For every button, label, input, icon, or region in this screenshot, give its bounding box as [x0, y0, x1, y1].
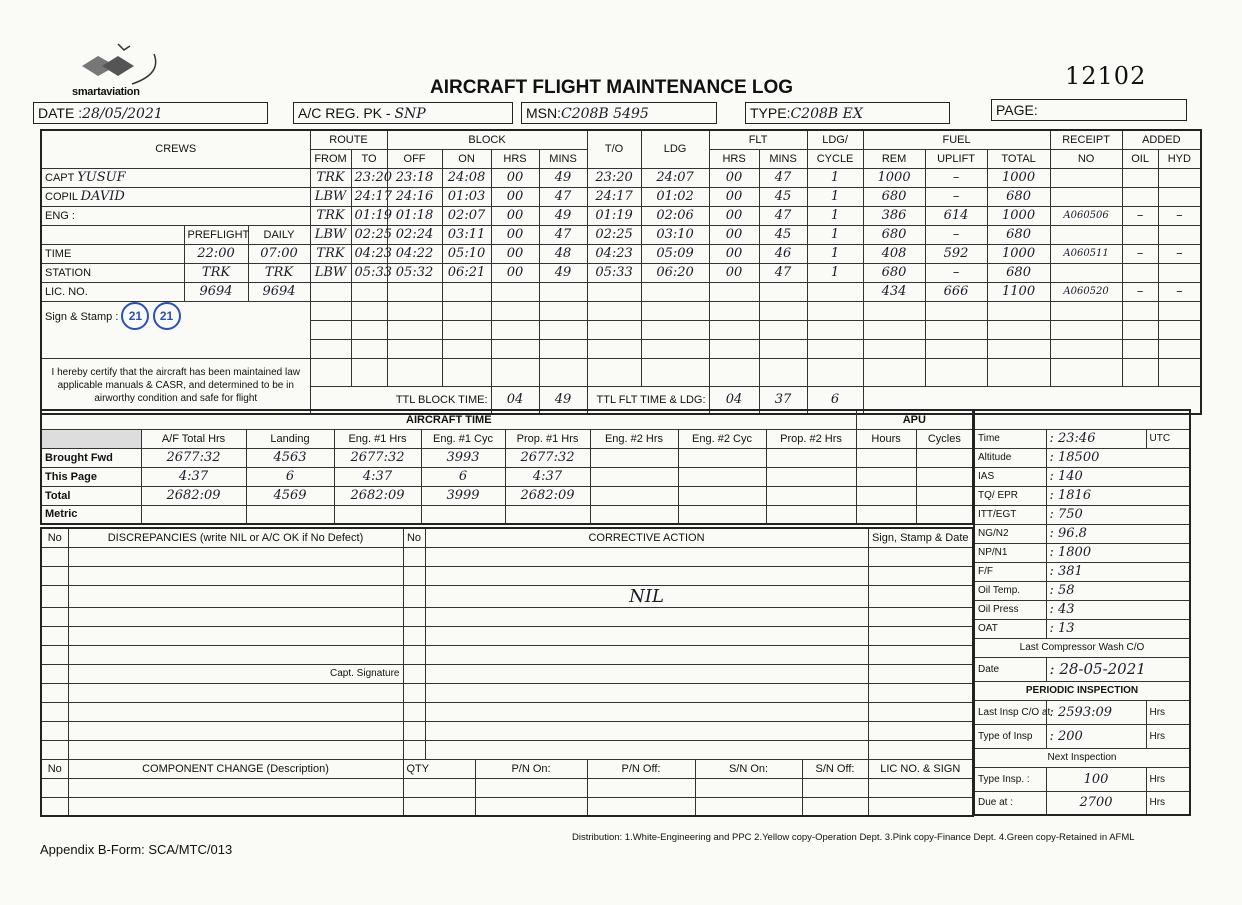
time-label: TIME [41, 244, 184, 263]
ttl-flt-hrs[interactable]: 04 [709, 386, 759, 414]
station-daily[interactable]: TRK [248, 263, 310, 282]
takeoff-cell[interactable]: 01:19 [587, 206, 641, 225]
prop1-cell[interactable]: 2682:09 [505, 486, 590, 505]
from-cell[interactable] [310, 282, 351, 301]
block-hrs-cell[interactable] [491, 282, 539, 301]
eng1-hrs-cell[interactable]: 4:37 [334, 467, 421, 486]
reg-value: SNP [394, 106, 426, 122]
ectm-label: TQ/ EPR [974, 486, 1046, 505]
time-preflight[interactable]: 22:00 [184, 244, 248, 263]
oil-cell[interactable] [1122, 168, 1158, 187]
to-header: TO [351, 149, 387, 168]
next-type-unit: Hrs [1146, 767, 1190, 791]
type-field[interactable] [745, 102, 950, 124]
ectm-value[interactable]: : 96.8 [1046, 524, 1190, 543]
total-cell[interactable]: 1000 [987, 244, 1050, 263]
comp-title: COMPONENT CHANGE (Description) [68, 759, 403, 778]
receipt-cell[interactable]: A060506 [1050, 206, 1122, 225]
flt-mins-cell[interactable]: 47 [759, 168, 807, 187]
route-header: ROUTE [310, 130, 387, 149]
block-mins-cell[interactable]: 47 [539, 225, 587, 244]
flt-hrs-cell[interactable]: 00 [709, 244, 759, 263]
ttl-flt-label: TTL FLT TIME & LDG: [587, 386, 709, 414]
oil-cell[interactable]: – [1122, 206, 1158, 225]
row-label: Brought Fwd [41, 448, 141, 467]
off-cell[interactable]: 01:18 [387, 206, 442, 225]
oil-cell[interactable]: – [1122, 244, 1158, 263]
crew-blank [41, 225, 184, 244]
due-value[interactable]: 2700 [1046, 791, 1146, 815]
total-cell[interactable]: 1100 [987, 282, 1050, 301]
ttl-block-hrs[interactable]: 04 [491, 386, 539, 414]
type-label: TYPE: [750, 105, 791, 121]
ldg-cell[interactable]: 03:10 [641, 225, 709, 244]
uplift-cell[interactable]: – [925, 187, 987, 206]
discrepancy-table [40, 527, 974, 817]
off-cell[interactable]: 23:18 [387, 168, 442, 187]
rem-cell[interactable]: 1000 [863, 168, 925, 187]
capt-signature-label: Capt. Signature [68, 664, 403, 683]
ectm-value[interactable]: : 750 [1046, 505, 1190, 524]
rem-cell[interactable]: 434 [863, 282, 925, 301]
col-eng2-hrs: Eng. #2 Hrs [590, 429, 678, 448]
prop1-cell[interactable]: 4:37 [505, 467, 590, 486]
rem-header: REM [863, 149, 925, 168]
page-field[interactable] [991, 99, 1187, 121]
from-cell[interactable]: LBW [310, 225, 351, 244]
lic-daily[interactable]: 9694 [248, 282, 310, 301]
to-cell[interactable]: 02:25 [351, 225, 387, 244]
qty-header: QTY [403, 759, 475, 778]
flt-hrs-header: HRS [709, 149, 759, 168]
capt-value: YUSUF [77, 170, 126, 185]
landing-cell[interactable]: 4569 [246, 486, 334, 505]
ldg-cell[interactable] [641, 282, 709, 301]
type-insp-label: Type of Insp [974, 724, 1046, 748]
takeoff-cell[interactable]: 04:23 [587, 244, 641, 263]
off-cell[interactable]: 24:16 [387, 187, 442, 206]
off-cell[interactable] [387, 282, 442, 301]
ectm-value[interactable]: : 1800 [1046, 543, 1190, 562]
ldg-cycle-header-2: CYCLE [807, 149, 863, 168]
ectm-label: OAT [974, 619, 1046, 638]
cycle-cell[interactable]: 1 [807, 206, 863, 225]
ectm-label: IAS [974, 467, 1046, 486]
block-hrs-cell[interactable]: 00 [491, 244, 539, 263]
total-cell[interactable]: 1000 [987, 206, 1050, 225]
sign-stamp-cell[interactable] [41, 301, 310, 358]
hyd-cell[interactable]: – [1158, 206, 1201, 225]
oil-cell[interactable] [1122, 225, 1158, 244]
cycle-cell[interactable]: 1 [807, 225, 863, 244]
to-cell[interactable]: 24:17 [351, 187, 387, 206]
table-row [41, 301, 1201, 320]
sign-stamp-date-header: Sign, Stamp & Date [868, 528, 973, 547]
due-unit: Hrs [1146, 791, 1190, 815]
ldg-cell[interactable]: 01:02 [641, 187, 709, 206]
ectm-label: Time [974, 429, 1046, 448]
receipt-cell[interactable] [1050, 263, 1122, 282]
takeoff-header: T/O [587, 130, 641, 168]
receipt-cell[interactable]: A060520 [1050, 282, 1122, 301]
oil-cell[interactable] [1122, 263, 1158, 282]
ectm-label: Oil Press [974, 600, 1046, 619]
off-cell[interactable]: 05:32 [387, 263, 442, 282]
daily-header: DAILY [248, 225, 310, 244]
uplift-cell[interactable]: 614 [925, 206, 987, 225]
disc-no-header: No [41, 528, 68, 547]
station-preflight[interactable]: TRK [184, 263, 248, 282]
uplift-header: UPLIFT [925, 149, 987, 168]
periodic-title: PERIODIC INSPECTION [974, 681, 1190, 700]
table-row [41, 263, 1201, 282]
cycle-cell[interactable]: 1 [807, 263, 863, 282]
last-insp-value[interactable]: : 2593:09 [1046, 700, 1146, 724]
af-cell[interactable]: 2682:09 [141, 486, 246, 505]
eng-cell[interactable] [41, 206, 310, 225]
ttl-block-label: TTL BLOCK TIME: [310, 386, 491, 414]
on-cell[interactable]: 02:07 [442, 206, 491, 225]
to-cell[interactable] [351, 282, 387, 301]
col-af-total: A/F Total Hrs [141, 429, 246, 448]
certify-text: I hereby certify that the aircraft has been maintained law applicable manuals & CASR, and determined to be in airworthy condition and safe for flight [41, 358, 310, 414]
flt-hrs-cell[interactable]: 00 [709, 263, 759, 282]
on-cell[interactable]: 03:11 [442, 225, 491, 244]
to-cell[interactable]: 05:33 [351, 263, 387, 282]
ldg-cell[interactable]: 24:07 [641, 168, 709, 187]
last-insp-label: Last Insp C/O at [974, 700, 1046, 724]
table-row [41, 486, 973, 505]
lic-preflight[interactable]: 9694 [184, 282, 248, 301]
ldg-cell[interactable]: 02:06 [641, 206, 709, 225]
ectm-label: NG/N2 [974, 524, 1046, 543]
rem-cell[interactable]: 386 [863, 206, 925, 225]
eng1-cyc-cell[interactable]: 6 [421, 467, 505, 486]
col-apu-cycles: Cycles [916, 429, 973, 448]
pn-off-header: P/N Off: [587, 759, 695, 778]
logo-text: smartaviation [72, 86, 140, 98]
receipt-cell[interactable] [1050, 187, 1122, 206]
ectm-value[interactable]: : 381 [1046, 562, 1190, 581]
prop1-cell[interactable]: 2677:32 [505, 448, 590, 467]
msn-field[interactable] [521, 102, 717, 124]
landing-cell[interactable]: 6 [246, 467, 334, 486]
table-row [41, 467, 973, 486]
type-insp-unit: Hrs [1146, 724, 1190, 748]
block-mins-cell[interactable] [539, 282, 587, 301]
form-number: 12102 [1065, 62, 1147, 90]
block-mins-header: MINS [539, 149, 587, 168]
aircraft-time-table [40, 409, 974, 525]
col-eng1-cyc: Eng. #1 Cyc [421, 429, 505, 448]
station-label: STATION [41, 263, 184, 282]
form-title: AIRCRAFT FLIGHT MAINTENANCE LOG [430, 77, 794, 98]
oil-header: OIL [1122, 149, 1158, 168]
ectm-label: ITT/EGT [974, 505, 1046, 524]
col-prop1-hrs: Prop. #1 Hrs [505, 429, 590, 448]
reg-field[interactable] [293, 102, 513, 124]
next-type-label: Type Insp. : [974, 767, 1046, 791]
eng1-hrs-cell[interactable]: 2677:32 [334, 448, 421, 467]
flt-mins-cell[interactable]: 47 [759, 263, 807, 282]
flt-hrs-cell[interactable]: 00 [709, 206, 759, 225]
wash-title: Last Compressor Wash C/O [974, 638, 1190, 657]
row-label: This Page [41, 467, 141, 486]
added-header: ADDED [1122, 130, 1201, 149]
lic-label: LIC. NO. [41, 282, 184, 301]
flt-hrs-cell[interactable]: 00 [709, 168, 759, 187]
block-hrs-cell[interactable]: 00 [491, 168, 539, 187]
receipt-cell[interactable] [1050, 225, 1122, 244]
hyd-cell[interactable] [1158, 263, 1201, 282]
total-cell[interactable]: 680 [987, 263, 1050, 282]
from-cell[interactable]: TRK [310, 244, 351, 263]
col-apu-hours: Hours [856, 429, 916, 448]
lic-sign-header: LIC NO. & SIGN [868, 759, 973, 778]
inspector-stamp: 21 [121, 302, 149, 330]
block-hrs-cell[interactable]: 00 [491, 187, 539, 206]
col-eng2-cyc: Eng. #2 Cyc [678, 429, 766, 448]
eng1-cyc-cell[interactable]: 3993 [421, 448, 505, 467]
on-cell[interactable]: 24:08 [442, 168, 491, 187]
takeoff-cell[interactable]: 05:33 [587, 263, 641, 282]
col-prop2-hrs: Prop. #2 Hrs [766, 429, 856, 448]
fuel-header: FUEL [863, 130, 1050, 149]
oil-cell[interactable]: – [1122, 282, 1158, 301]
date-value: 28/05/2021 [82, 106, 163, 122]
col-landing: Landing [246, 429, 334, 448]
uplift-cell[interactable]: – [925, 168, 987, 187]
block-hrs-cell[interactable]: 00 [491, 225, 539, 244]
block-mins-cell[interactable]: 47 [539, 187, 587, 206]
sign-label: Sign & Stamp : [45, 310, 119, 323]
block-mins-cell[interactable]: 49 [539, 168, 587, 187]
on-header: ON [442, 149, 491, 168]
block-hrs-cell[interactable]: 00 [491, 263, 539, 282]
ectm-label: Oil Temp. [974, 581, 1046, 600]
eng1-hrs-cell[interactable]: 2682:09 [334, 486, 421, 505]
uplift-cell[interactable]: – [925, 225, 987, 244]
on-cell[interactable]: 01:03 [442, 187, 491, 206]
type-insp-value[interactable]: : 200 [1046, 724, 1146, 748]
af-cell[interactable]: 4:37 [141, 467, 246, 486]
off-cell[interactable]: 04:22 [387, 244, 442, 263]
copil-label: COPIL [45, 191, 78, 203]
uplift-cell[interactable]: – [925, 263, 987, 282]
block-mins-cell[interactable]: 48 [539, 244, 587, 263]
ectm-label: F/F [974, 562, 1046, 581]
off-header: OFF [387, 149, 442, 168]
flt-hrs-cell[interactable]: 00 [709, 225, 759, 244]
to-cell[interactable]: 01:19 [351, 206, 387, 225]
cycle-cell[interactable]: 1 [807, 244, 863, 263]
table-row [41, 282, 1201, 301]
ectm-value[interactable]: : 23:46 [1046, 429, 1146, 448]
takeoff-cell[interactable]: 02:25 [587, 225, 641, 244]
row-label: Total [41, 486, 141, 505]
table-row [41, 505, 973, 524]
ectm-value[interactable]: : 13 [1046, 619, 1190, 638]
ectm-label: Altitude [974, 448, 1046, 467]
total-cell[interactable]: 1000 [987, 168, 1050, 187]
hyd-header: HYD [1158, 149, 1201, 168]
rem-cell[interactable]: 408 [863, 244, 925, 263]
takeoff-cell[interactable]: 23:20 [587, 168, 641, 187]
cycle-cell[interactable]: 1 [807, 187, 863, 206]
block-header: BLOCK [387, 130, 587, 149]
off-cell[interactable]: 02:24 [387, 225, 442, 244]
msn-value: C208B 5495 [561, 106, 649, 122]
last-insp-unit: Hrs [1146, 700, 1190, 724]
af-cell[interactable]: 2677:32 [141, 448, 246, 467]
aircraft-time-title: AIRCRAFT TIME [41, 410, 856, 429]
next-insp-title: Next Inspection [974, 748, 1190, 767]
cycle-cell[interactable] [807, 282, 863, 301]
corrective-header: CORRECTIVE ACTION [425, 528, 868, 547]
block-mins-cell[interactable]: 49 [539, 263, 587, 282]
from-cell[interactable]: LBW [310, 263, 351, 282]
block-mins-cell[interactable]: 49 [539, 206, 587, 225]
block-hrs-cell[interactable]: 00 [491, 206, 539, 225]
copil-value: DAVID [80, 189, 125, 204]
flt-mins-cell[interactable]: 45 [759, 187, 807, 206]
due-label: Due at : [974, 791, 1046, 815]
receipt-header-1: RECEIPT [1050, 130, 1122, 149]
receipt-cell[interactable] [1050, 168, 1122, 187]
from-cell[interactable]: LBW [310, 187, 351, 206]
sn-off-header: S/N Off: [802, 759, 868, 778]
landing-cell[interactable]: 4563 [246, 448, 334, 467]
ldg-header: LDG [641, 130, 709, 168]
table-row [41, 225, 1201, 244]
hyd-cell[interactable]: – [1158, 244, 1201, 263]
hyd-cell[interactable] [1158, 225, 1201, 244]
total-cell[interactable]: 680 [987, 187, 1050, 206]
receipt-header-2: NO [1050, 149, 1122, 168]
wash-date-value[interactable]: : 28-05-2021 [1046, 657, 1190, 681]
from-cell[interactable]: TRK [310, 168, 351, 187]
flt-mins-cell[interactable]: 46 [759, 244, 807, 263]
ectm-panel [973, 409, 1191, 816]
receipt-cell[interactable]: A060511 [1050, 244, 1122, 263]
from-cell[interactable]: TRK [310, 206, 351, 225]
table-row [41, 244, 1201, 263]
flt-mins-header: MINS [759, 149, 807, 168]
preflight-header: PREFLIGHT [184, 225, 248, 244]
page-label: PAGE: [996, 102, 1038, 118]
rem-cell[interactable]: 680 [863, 187, 925, 206]
capt-label: CAPT [45, 172, 75, 184]
on-cell[interactable]: 06:21 [442, 263, 491, 282]
reg-label: A/C REG. PK - [298, 105, 391, 121]
flt-mins-cell[interactable]: 47 [759, 206, 807, 225]
rem-cell[interactable]: 680 [863, 263, 925, 282]
on-cell[interactable] [442, 282, 491, 301]
flt-hrs-cell[interactable]: 00 [709, 187, 759, 206]
apu-title: APU [856, 410, 973, 429]
uplift-cell[interactable]: 666 [925, 282, 987, 301]
disc-no2-header: No [403, 528, 425, 547]
to-cell[interactable]: 23:20 [351, 168, 387, 187]
hyd-cell[interactable] [1158, 168, 1201, 187]
ectm-value[interactable]: : 43 [1046, 600, 1190, 619]
wash-date-label: Date [974, 657, 1046, 681]
ttl-flt-mins[interactable]: 37 [759, 386, 807, 414]
eng-label: ENG : [45, 209, 75, 222]
ectm-value[interactable]: : 140 [1046, 467, 1190, 486]
ectm-unit: UTC [1146, 429, 1190, 448]
block-hrs-header: HRS [491, 149, 539, 168]
flt-mins-cell[interactable] [759, 282, 807, 301]
date-field[interactable] [33, 102, 268, 124]
ectm-label: NP/N1 [974, 543, 1046, 562]
row-label: Metric [41, 505, 141, 524]
copil-cell[interactable] [41, 187, 310, 206]
uplift-cell[interactable]: 592 [925, 244, 987, 263]
inspector-stamp: 21 [153, 302, 181, 330]
ttl-ldg[interactable]: 6 [807, 386, 863, 414]
date-label: DATE : [38, 105, 83, 121]
ldg-cycle-header-1: LDG/ [807, 130, 863, 149]
ectm-title [974, 410, 1190, 429]
ldg-cell[interactable]: 06:20 [641, 263, 709, 282]
ectm-value[interactable]: : 18500 [1046, 448, 1190, 467]
nil-entry[interactable]: NIL [425, 585, 868, 607]
msn-label: MSN: [526, 105, 561, 121]
pn-on-header: P/N On: [475, 759, 587, 778]
to-cell[interactable]: 04:23 [351, 244, 387, 263]
takeoff-cell[interactable]: 24:17 [587, 187, 641, 206]
hyd-cell[interactable]: – [1158, 282, 1201, 301]
comp-no-header: No [41, 759, 68, 778]
takeoff-cell[interactable] [587, 282, 641, 301]
time-daily[interactable]: 07:00 [248, 244, 310, 263]
appendix-label: Appendix B-Form: SCA/MTC/013 [40, 842, 233, 857]
flt-hrs-cell[interactable] [709, 282, 759, 301]
capt-cell[interactable] [41, 168, 310, 187]
disc-title: DISCREPANCIES (write NIL or A/C OK if No Defect) [68, 528, 403, 547]
table-row [41, 187, 1201, 206]
eng1-cyc-cell[interactable]: 3999 [421, 486, 505, 505]
col-eng1-hrs: Eng. #1 Hrs [334, 429, 421, 448]
ectm-value[interactable]: : 58 [1046, 581, 1190, 600]
crews-header: CREWS [41, 130, 310, 168]
ldg-cell[interactable]: 05:09 [641, 244, 709, 263]
ttl-block-mins[interactable]: 49 [539, 386, 587, 414]
flt-header: FLT [709, 130, 807, 149]
from-header: FROM [310, 149, 351, 168]
distribution-note: Distribution: 1.White-Engineering and PPC 2.Yellow copy-Operation Dept. 3.Pink copy-Finance Dept. 4.Green copy-Retained in AFML [572, 832, 1135, 843]
rem-cell[interactable]: 680 [863, 225, 925, 244]
sn-on-header: S/N On: [695, 759, 802, 778]
cycle-cell[interactable]: 1 [807, 168, 863, 187]
flt-mins-cell[interactable]: 45 [759, 225, 807, 244]
next-type-value[interactable]: 100 [1046, 767, 1146, 791]
table-row [41, 168, 1201, 187]
type-value: C208B EX [790, 106, 863, 122]
total-cell[interactable]: 680 [987, 225, 1050, 244]
ectm-value[interactable]: : 1816 [1046, 486, 1190, 505]
on-cell[interactable]: 05:10 [442, 244, 491, 263]
oil-cell[interactable] [1122, 187, 1158, 206]
table-row [41, 448, 973, 467]
flight-log-table [40, 129, 1202, 415]
total-header: TOTAL [987, 149, 1050, 168]
hyd-cell[interactable] [1158, 187, 1201, 206]
table-row [41, 206, 1201, 225]
